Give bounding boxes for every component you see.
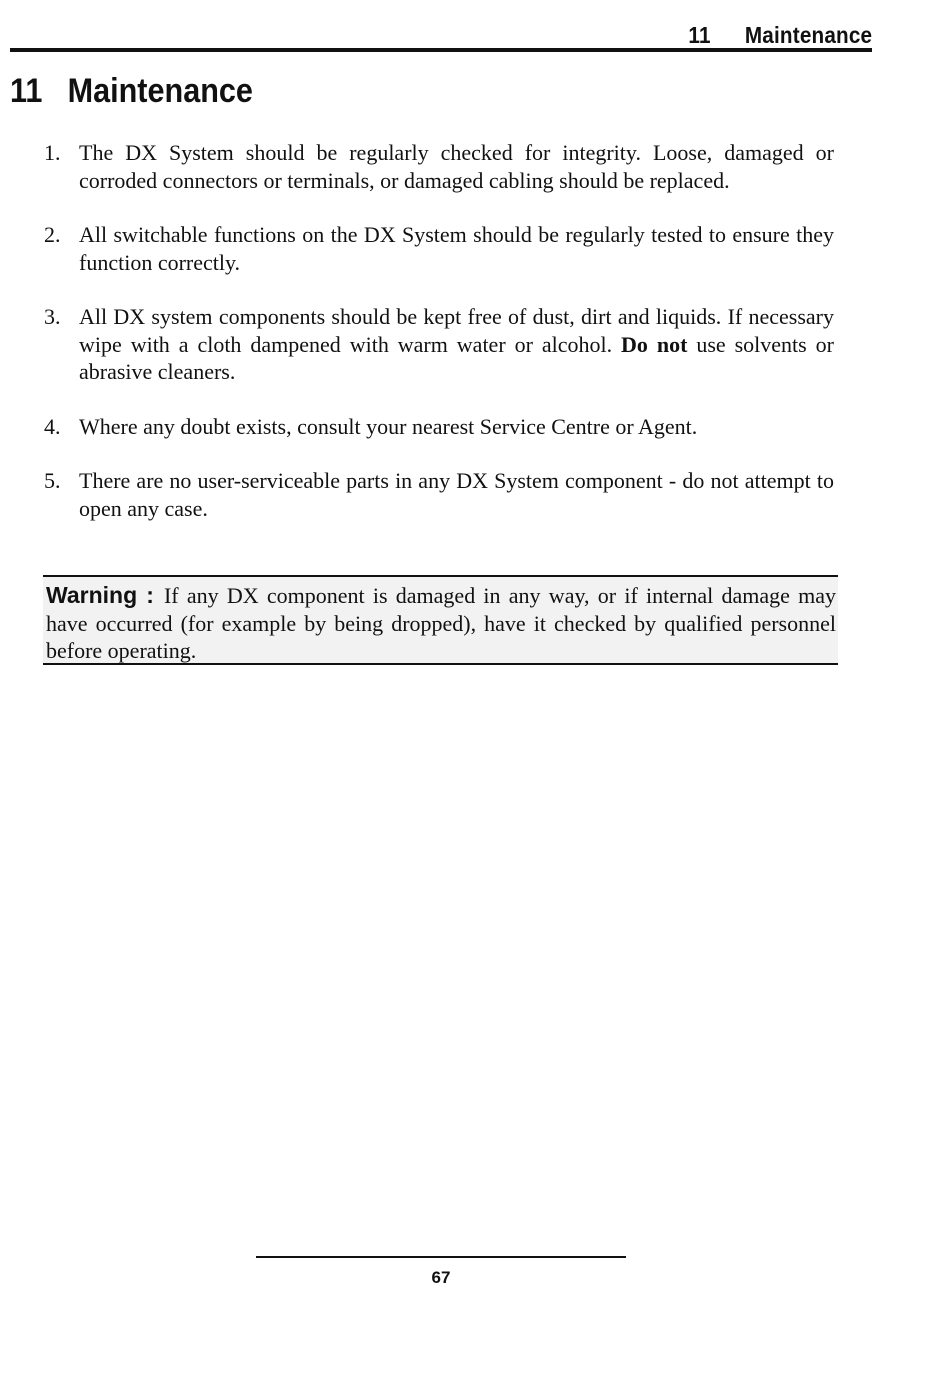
step-number: 2. <box>44 222 61 247</box>
page-title <box>10 72 253 111</box>
step-text: The DX System should be regularly checked for integrity. Loose, damaged or corroded connectors or terminals, or damaged cabling should be replaced. <box>79 140 834 193</box>
step-text: There are no user-serviceable parts in any DX System component - do not attempt to open any case. <box>79 468 834 521</box>
list-item <box>44 139 834 194</box>
list-item <box>44 221 834 276</box>
list-item <box>44 413 834 441</box>
list-item <box>44 303 834 386</box>
step-text: Where any doubt exists, consult your nearest Service Centre or Agent. <box>79 413 698 439</box>
maintenance-steps-list <box>44 139 834 549</box>
list-item <box>44 467 834 522</box>
running-header-text <box>688 22 872 49</box>
step-emphasis: Do not <box>621 331 688 357</box>
warning-label: Warning : <box>46 582 154 608</box>
step-text: All switchable functions on the DX System should be regularly tested to ensure they function correctly. <box>79 222 834 275</box>
page-title-number: 11 <box>10 72 43 110</box>
step-text-start: All DX system components should be kept free of dust, dirt and liquids. If necessary wipe with a cloth dampened with warm water or alcohol. <box>79 304 834 357</box>
warning-text: If any DX component is damaged in any way, or if internal damage may have occurred (for example by being dropped), have it checked by qualified personnel before operating. <box>46 583 836 663</box>
step-number: 3. <box>44 304 61 329</box>
page-title-text: Maintenance <box>67 72 253 110</box>
step-text <box>79 304 834 384</box>
header-chapter-title: Maintenance <box>744 22 872 48</box>
step-number: 5. <box>44 468 61 493</box>
header-chapter-number: 11 <box>688 22 711 48</box>
page-number: 67 <box>431 1268 451 1287</box>
step-text-end: use solvents or abrasive cleaners. <box>79 331 834 384</box>
running-header <box>10 20 872 52</box>
step-number: 1. <box>44 140 61 165</box>
step-number: 4. <box>44 413 61 439</box>
warning-box <box>43 575 838 665</box>
footer-divider <box>256 1256 626 1258</box>
